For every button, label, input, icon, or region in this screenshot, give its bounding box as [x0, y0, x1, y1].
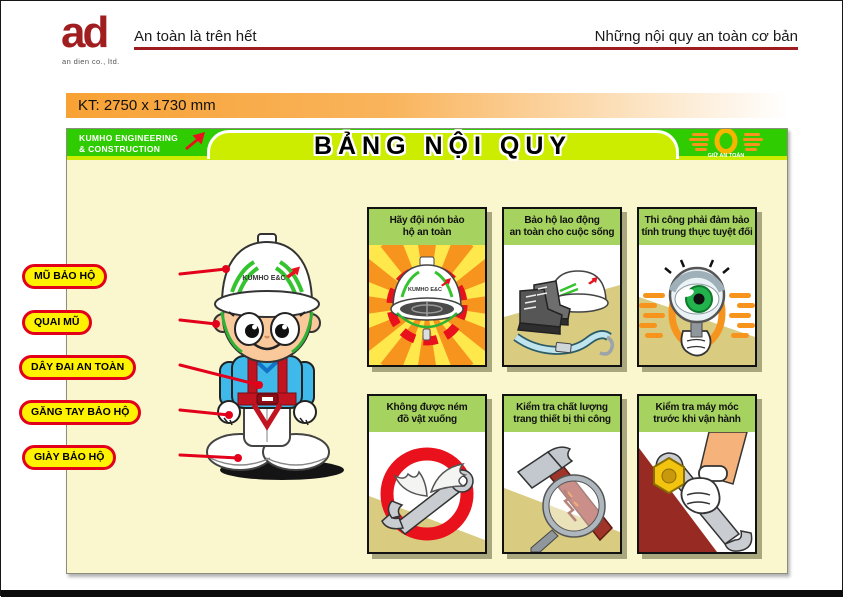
rule-panel-5 — [502, 394, 622, 554]
safety-badge-icon — [689, 129, 763, 159]
rule-6-title — [639, 396, 755, 432]
label-chin-strap: QUAI MŨ — [22, 310, 92, 335]
company-line2: & CONSTRUCTION — [79, 143, 161, 154]
rule-panel-4 — [367, 394, 487, 554]
no-throwing-icon — [369, 432, 485, 552]
rule-5-line1: Kiểm tra chất lượng — [516, 401, 608, 413]
rule-3-title — [639, 209, 755, 245]
rule-3-line2: tính trung thực tuyệt đối — [641, 227, 753, 238]
rule-2-line2: an toàn cho cuộc sống — [509, 227, 615, 238]
rule-panel-1 — [367, 207, 487, 367]
inspect-tools-icon — [504, 432, 620, 552]
poster-title: BẢNG NỘI QUY — [313, 131, 573, 160]
rule-5-title — [504, 396, 620, 432]
rule-4-line1: Không được ném — [386, 401, 468, 413]
panel-helmet-text: KUMHO E&C — [408, 287, 442, 293]
rule-panel-2 — [502, 207, 622, 367]
rule-panel-3 — [637, 207, 757, 367]
rule-3-line1: Thi công phải đảm bảo — [644, 214, 750, 226]
helmet-text: KUMHO E&C — [242, 275, 286, 282]
company-name — [79, 133, 178, 154]
safety-board-poster — [31, 128, 788, 574]
an-dien-logo: ad — [61, 8, 107, 57]
rule-5-line2: trang thiết bị thi công — [513, 414, 611, 425]
rule-1-line2: hộ an toàn — [402, 227, 452, 238]
rule-4-line2: đồ vật xuống — [397, 414, 457, 425]
label-safety-belt: DÂY ĐAI AN TOÀN — [19, 355, 136, 380]
label-gloves: GĂNG TAY BẢO HỘ — [19, 400, 141, 425]
tagline-left: An toàn là trên hết — [134, 28, 257, 45]
safety-worker-mascot — [182, 230, 352, 485]
ppe-equipment-icon — [504, 245, 620, 365]
tagline-right: Những nội quy an toàn cơ bản — [594, 28, 798, 45]
company-line1: KUMHO ENGINEERING — [79, 133, 179, 143]
poster-title-tab — [207, 130, 679, 159]
an-dien-logo-subtext: an dien co., ltd. — [62, 57, 120, 66]
rule-panel-6 — [637, 394, 757, 554]
rule-2-title — [504, 209, 620, 245]
dimensions-label: KT: 2750 x 1730 mm — [66, 93, 788, 118]
label-helmet: MŨ BẢO HỘ — [22, 264, 107, 289]
badge-caption: GIỮ AN TOÀN — [707, 153, 745, 159]
kumho-arrow-icon — [183, 130, 207, 150]
check-machine-icon — [639, 432, 755, 552]
rule-6-line1: Kiểm tra máy móc — [655, 401, 739, 413]
rule-1-title — [369, 209, 485, 245]
rule-1-line1: Hãy đội nón bảo — [389, 214, 465, 226]
header-rule — [134, 47, 798, 50]
rule-4-title — [369, 396, 485, 432]
rule-6-line2: trước khi vận hành — [653, 414, 741, 425]
label-shoes: GIÀY BẢO HỘ — [22, 445, 116, 470]
rule-2-line1: Bảo hộ lao động — [524, 214, 600, 226]
honest-eye-icon — [639, 245, 755, 365]
helmet-sunburst-icon — [369, 245, 485, 365]
